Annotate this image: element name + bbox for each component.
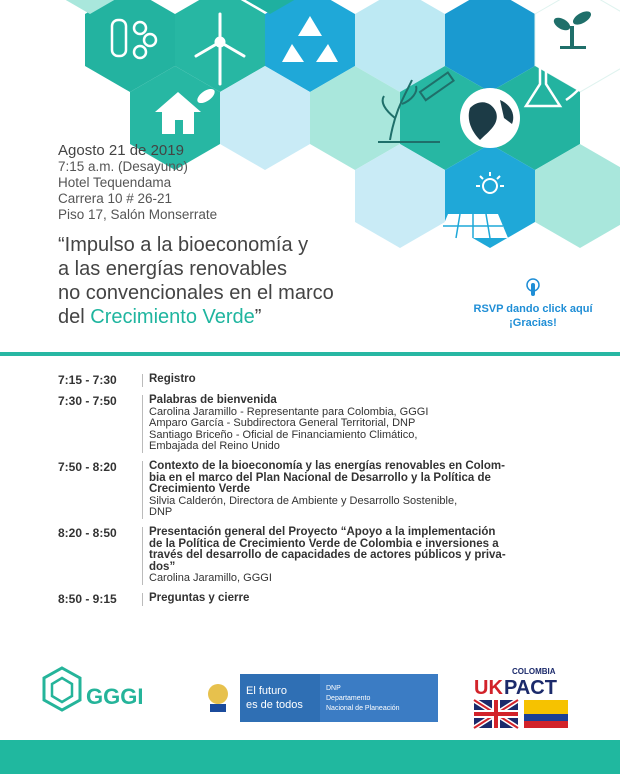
rsvp-text[interactable]: RSVP dando click aquí xyxy=(473,303,593,315)
agenda-title: Contexto de la bioeconomía y las energías renovables en Colom- xyxy=(149,459,505,472)
agenda-item xyxy=(0,374,620,387)
agenda-detail: Carolina Jaramillo, GGGI xyxy=(149,572,272,585)
ukpact-country: COLOMBIA xyxy=(512,667,556,676)
agenda-title: Crecimiento Verde xyxy=(149,483,250,496)
agenda-time: 8:50 - 9:15 xyxy=(58,591,117,606)
title-line-2: a las energías renovables xyxy=(58,258,288,280)
agenda-title: bia en el marco del Plan Nacional de Desarrollo y la Política de xyxy=(149,471,491,484)
agenda-title: Preguntas y cierre xyxy=(149,591,250,604)
title-highlight: Crecimiento Verde xyxy=(90,306,255,328)
agenda-title: de la Política de Crecimiento Verde de Colombia e inversiones a xyxy=(149,537,499,550)
agenda-title: través del desarrollo de capacidades de actores públicos y priva- xyxy=(149,549,506,562)
agenda-content xyxy=(142,593,529,606)
government-logo xyxy=(198,674,438,722)
dnp-line-2: Departamento xyxy=(326,695,371,702)
event-title xyxy=(58,233,334,329)
tap-icon xyxy=(523,278,543,298)
rsvp-thanks: ¡Gracias! xyxy=(509,317,557,329)
footer-bar xyxy=(0,740,620,774)
coat-of-arms-icon xyxy=(208,684,228,704)
gggi-wordmark: GGGI xyxy=(86,684,144,709)
agenda-detail: Santiago Briceño - Oficial de Financiamiento Climático, xyxy=(149,428,418,441)
agenda-item xyxy=(0,395,620,453)
event-info xyxy=(58,143,217,223)
agenda-time: 7:30 - 7:50 xyxy=(58,394,117,408)
agenda-detail: Carolina Jaramillo - Representante para Colombia, GGGI xyxy=(149,405,429,418)
ukpact-pact: PACT xyxy=(504,677,557,699)
event-date: Agosto 21 de 2019 xyxy=(58,142,184,159)
partner-logos xyxy=(0,664,620,734)
agenda-title: Presentación general del Proyecto “Apoyo a la implementación xyxy=(149,525,496,538)
ukpact-logo xyxy=(474,667,568,728)
agenda-title: Registro xyxy=(149,373,196,385)
agenda-content xyxy=(142,461,529,519)
agenda-time: 8:20 - 8:50 xyxy=(58,525,117,540)
agenda-item xyxy=(0,593,620,606)
agenda-item xyxy=(0,527,620,585)
agenda-detail: Embajada del Reino Unido xyxy=(149,440,280,453)
rsvp-link[interactable] xyxy=(462,278,604,330)
title-line-4-prefix: del xyxy=(58,306,91,328)
uk-flag-icon xyxy=(474,700,518,728)
dnp-line-3: Nacional de Planeación xyxy=(326,705,400,712)
agenda xyxy=(0,374,620,614)
title-line-4-suffix: ” xyxy=(254,306,262,328)
event-address: Carrera 10 # 26-21 xyxy=(58,191,173,206)
title-line-1: “Impulso a la bioeconomía y xyxy=(58,234,309,256)
agenda-title: Palabras de bienvenida xyxy=(149,394,277,406)
agenda-content xyxy=(142,374,529,387)
agenda-title: dos” xyxy=(149,560,176,573)
agenda-content xyxy=(142,395,529,453)
title-line-4 xyxy=(58,305,334,329)
divider xyxy=(0,352,620,356)
agenda-time: 7:15 - 7:30 xyxy=(58,373,117,387)
colombia-flag-icon xyxy=(524,700,568,728)
gov-slogan-line-1: El futuro xyxy=(246,685,287,697)
agenda-content xyxy=(142,527,529,585)
event-room: Piso 17, Salón Monserrate xyxy=(58,207,218,222)
agenda-item xyxy=(0,461,620,519)
dnp-acronym: DNP xyxy=(326,685,341,692)
ukpact-uk: UK xyxy=(474,677,503,699)
gov-slogan-line-2: es de todos xyxy=(246,699,303,711)
gggi-logo xyxy=(44,668,143,710)
agenda-detail: Silvia Calderón, Directora de Ambiente y Desarrollo Sostenible, xyxy=(149,494,458,507)
agenda-detail: DNP xyxy=(149,506,173,519)
event-venue: Hotel Tequendama xyxy=(58,175,172,190)
agenda-time: 7:50 - 8:20 xyxy=(58,459,117,474)
title-line-3: no convencionales en el marco xyxy=(58,282,334,304)
globe-icon xyxy=(460,88,520,148)
event-time: 7:15 a.m. (Desayuno) xyxy=(58,159,188,174)
agenda-detail: Amparo García - Subdirectora General Territorial, DNP xyxy=(149,417,416,430)
